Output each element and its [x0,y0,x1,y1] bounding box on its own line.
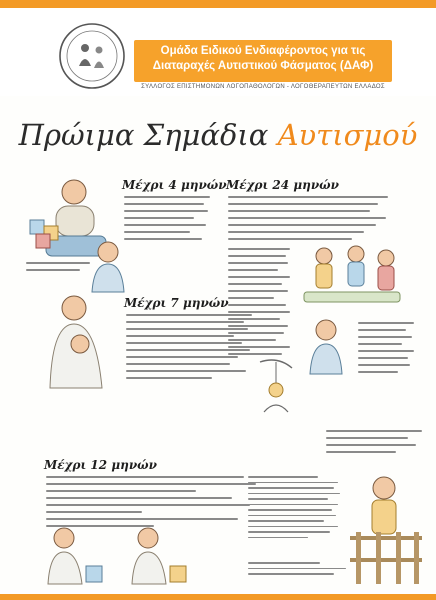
section-heading-24-months: Μέχρι 24 μηνών [226,178,339,192]
baby-sitting-illustration [84,240,130,298]
title-main: Πρώιμα Σημάδια [18,118,269,152]
bullet-list-7-months [126,314,258,384]
organization-name-line-2: Διαταραχές Αυτιστικού Φάσματος (ΔΑΦ) [152,60,374,72]
references-block [248,476,342,542]
society-name: ΣΥΛΛΟΓΟΣ ΕΠΙΣΤΗΜΟΝΩΝ ΛΟΓΟΠΑΘΟΛΟΓΩΝ - ΛΟΓΟΘΕΡΑΠΕΥΤΩΝ ΕΛΛΑΔΟΣ [141,84,385,90]
bullet-list-24-months-part-3 [358,322,416,378]
hanging-toy-illustration [254,358,298,414]
organization-banner [134,40,392,82]
section-heading-4-months: Μέχρι 4 μηνών [122,178,227,192]
bullet-list-4-months [124,196,212,245]
child-at-fence-illustration [346,470,426,588]
top-orange-band [0,0,436,8]
association-logo [58,22,126,90]
bullet-list-24-months-part-1 [228,196,394,245]
organization-name-line-1: Ομάδα Ειδικού Ενδιαφέροντος για τις [160,45,366,57]
baby-on-floor-illustration-2 [128,522,192,592]
baby-on-floor-illustration-1 [44,522,108,592]
section-heading-7-months: Μέχρι 7 μηνών [124,296,229,310]
bottom-orange-band [0,594,436,600]
children-playing-illustration [300,244,404,310]
header [0,0,436,96]
toy-blocks-illustration [28,216,62,250]
poster-title [0,118,436,152]
toddler-alone-illustration [300,318,356,378]
credits-block [248,562,348,579]
mother-and-baby-illustration [44,294,110,390]
title-accent: Αυτισμού [277,118,418,152]
section-heading-12-months: Μέχρι 12 μηνών [44,458,157,472]
bullet-list-right-column [326,430,424,458]
